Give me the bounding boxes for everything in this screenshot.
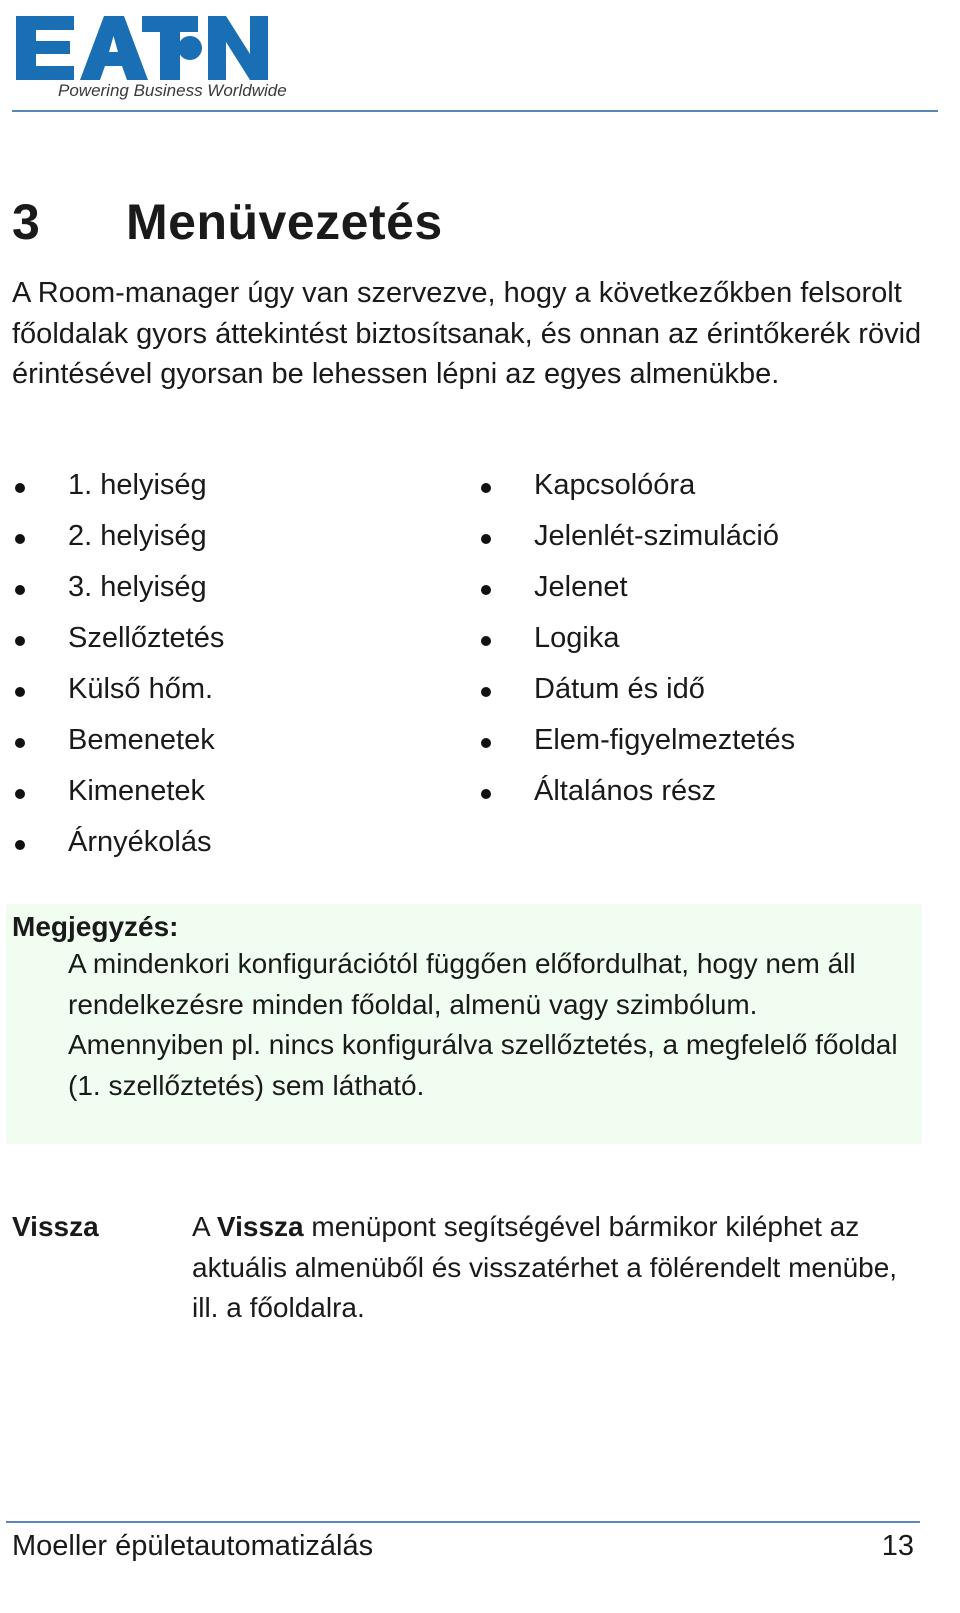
list-item: Jelenlét-szimuláció (478, 526, 795, 577)
page-number: 13 (881, 1530, 914, 1562)
bullet-icon (481, 534, 491, 544)
intro-paragraph: A Room-manager úgy van szervezve, hogy a következőkben felsorolt főoldalak gyors áttekintést biztosítsanak, és onnan az érintőkerék rövid érintésével gyorsan be lehessen lépni az egyes almenükbe. (12, 277, 922, 390)
bullet-icon (481, 789, 491, 799)
bullet-icon (15, 840, 25, 850)
section-number: 3 (12, 194, 41, 250)
main-pages-list-right (478, 469, 796, 832)
header-divider (12, 110, 938, 112)
section-heading (12, 192, 443, 252)
bullet-icon (481, 738, 491, 748)
bullet-icon (15, 636, 25, 646)
list-item: 2. helyiség (12, 526, 224, 577)
bullet-icon (15, 687, 25, 697)
note-box (6, 904, 922, 1144)
list-item: Logika (478, 628, 795, 679)
list-item: Általános rész (478, 781, 795, 832)
list-item: Kapcsolóóra (478, 475, 795, 526)
page-header (12, 10, 938, 112)
note-title: Megjegyzés: (12, 911, 179, 942)
bullet-icon (481, 585, 491, 595)
bullet-icon (15, 585, 25, 595)
vissza-definition: A Vissza menüpont segítségével bármikor kiléphet az aktuális almenüből és visszatérhet a fölérendelt menübe, ill. a főoldalra. (192, 1211, 898, 1323)
note-text: A mindenkori konfigurációtól függően előfordulhat, hogy nem áll rendelkezésre minden főoldal, almenü vagy szimbólum. Amennyiben pl. nincs konfigurálva szellőztetés, a megfelelő főoldal (1. szellőztetés) sem látható. (68, 948, 898, 1101)
footer-title: Moeller épületautomatizálás (12, 1530, 374, 1562)
bullet-icon (481, 687, 491, 697)
bullet-icon (15, 483, 25, 493)
bullet-icon (15, 789, 25, 799)
list-item: Bemenetek (12, 730, 224, 781)
list-item: Kimenetek (12, 781, 224, 832)
bullet-icon (481, 636, 491, 646)
vissza-bold: Vissza (216, 1211, 304, 1242)
logo-tagline: Powering Business Worldwide (58, 81, 287, 100)
bullet-icon (481, 483, 491, 493)
main-pages-list-left (12, 469, 225, 883)
list-item: 3. helyiség (12, 577, 224, 628)
bullet-icon (15, 534, 25, 544)
list-item: Jelenet (478, 577, 795, 628)
list-item: 1. helyiség (12, 475, 224, 526)
eaton-logo (12, 10, 312, 110)
list-item: Szellőztetés (12, 628, 224, 679)
list-item: Dátum és idő (478, 679, 795, 730)
bullet-icon (15, 738, 25, 748)
section-title: Menüvezetés (126, 194, 443, 250)
list-item: Elem-figyelmeztetés (478, 730, 795, 781)
list-item: Árnyékolás (12, 832, 224, 883)
list-item: Külső hőm. (12, 679, 224, 730)
vissza-term: Vissza (12, 1211, 99, 1242)
footer-divider (6, 1521, 920, 1523)
